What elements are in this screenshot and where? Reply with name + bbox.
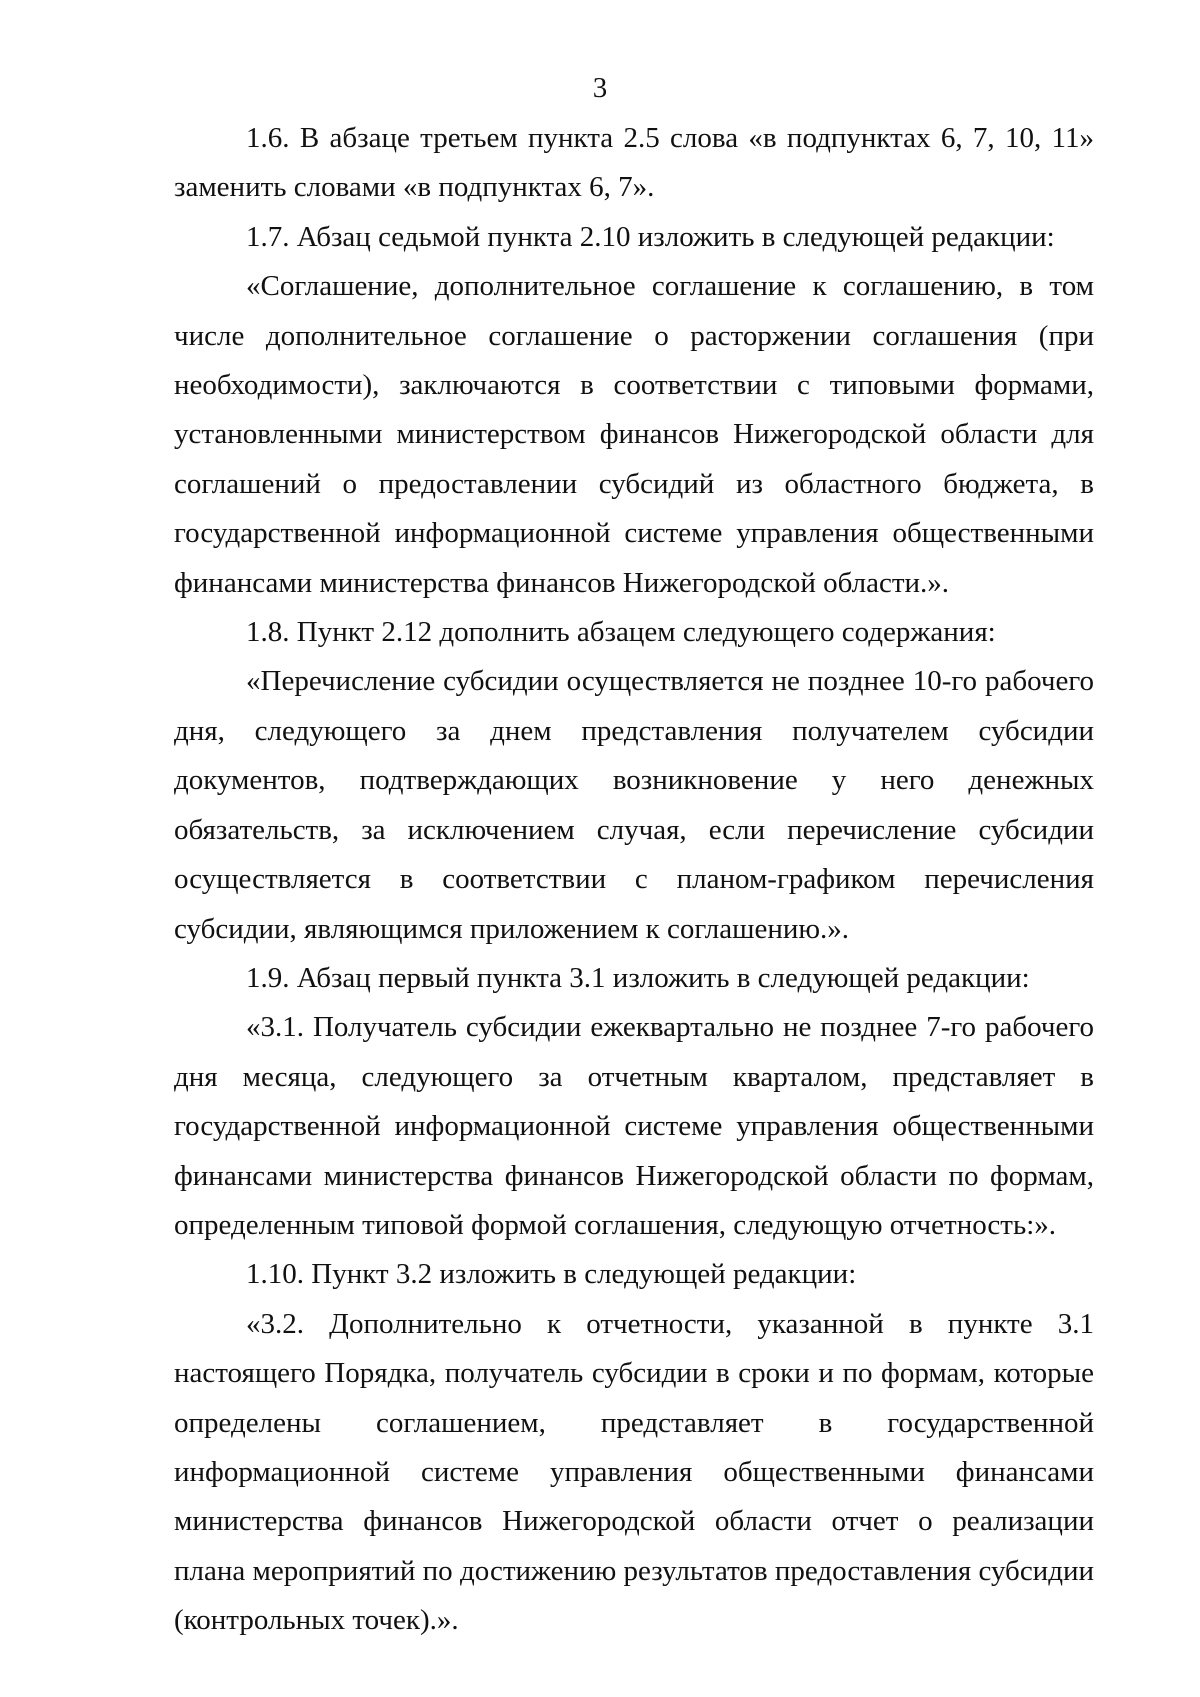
paragraph-1-9: 1.9. Абзац первый пункта 3.1 изложить в следующей редакции: [246, 961, 1030, 994]
paragraph-1-8: 1.8. Пункт 2.12 дополнить абзацем следующего содержания: [246, 616, 996, 649]
paragraph-1-10: 1.10. Пункт 3.2 изложить в следующей редакции: [246, 1258, 857, 1291]
quote-2-10-paragraph: «Соглашение, дополнительное соглашение к соглашению, в том числе дополнительное соглашение о расторжении соглашения (при необходимости), заключаются в соответствии с типовыми формами, установленными министерством финансов Нижегородской области для соглашений о предоставлении субсидий из областного бюджета, в государственной информационной системе управления общественными финансами министерства финансов Нижегородской области.». [174, 270, 1094, 599]
quote-3-1-paragraph: «3.1. Получатель субсидии ежеквартально не позднее 7-го рабочего дня месяца, следующего за отчетным кварталом, представляет в государственной информационной системе управления общественными финансами министерства финансов Нижегородской области по формам, определенным типовой формой соглашения, следующую отчетность:». [174, 1011, 1094, 1241]
paragraph-1-7: 1.7. Абзац седьмой пункта 2.10 изложить в следующей редакции: [246, 220, 1055, 253]
quote-3-2-paragraph: «3.2. Дополнительно к отчетности, указанной в пункте 3.1 настоящего Порядка, получатель субсидии в сроки и по формам, которые определены соглашением, представляет в государственной информационной системе управления общественными финансами министерства финансов Нижегородской области отчет о реализации плана мероприятий по достижению результатов предоставления субсидии (контрольных точек).». [174, 1307, 1094, 1637]
page-number: 3 [592, 72, 608, 104]
paragraph-1-6: 1.6. В абзаце третьем пункта 2.5 слова «в подпунктах 6, 7, 10, 11» заменить словами «в подпунктах 6, 7». [174, 122, 1094, 204]
document-body [174, 114, 1094, 1646]
quote-2-12-paragraph: «Перечисление субсидии осуществляется не позднее 10-го рабочего дня, следующего за днем представления получателем субсидии документов, подтверждающих возникновение у него денежных обязательств, за исключением случая, если перечисление субсидии осуществляется в соответствии с планом-графиком перечисления субсидии, являющимся приложением к соглашению.». [174, 665, 1094, 945]
